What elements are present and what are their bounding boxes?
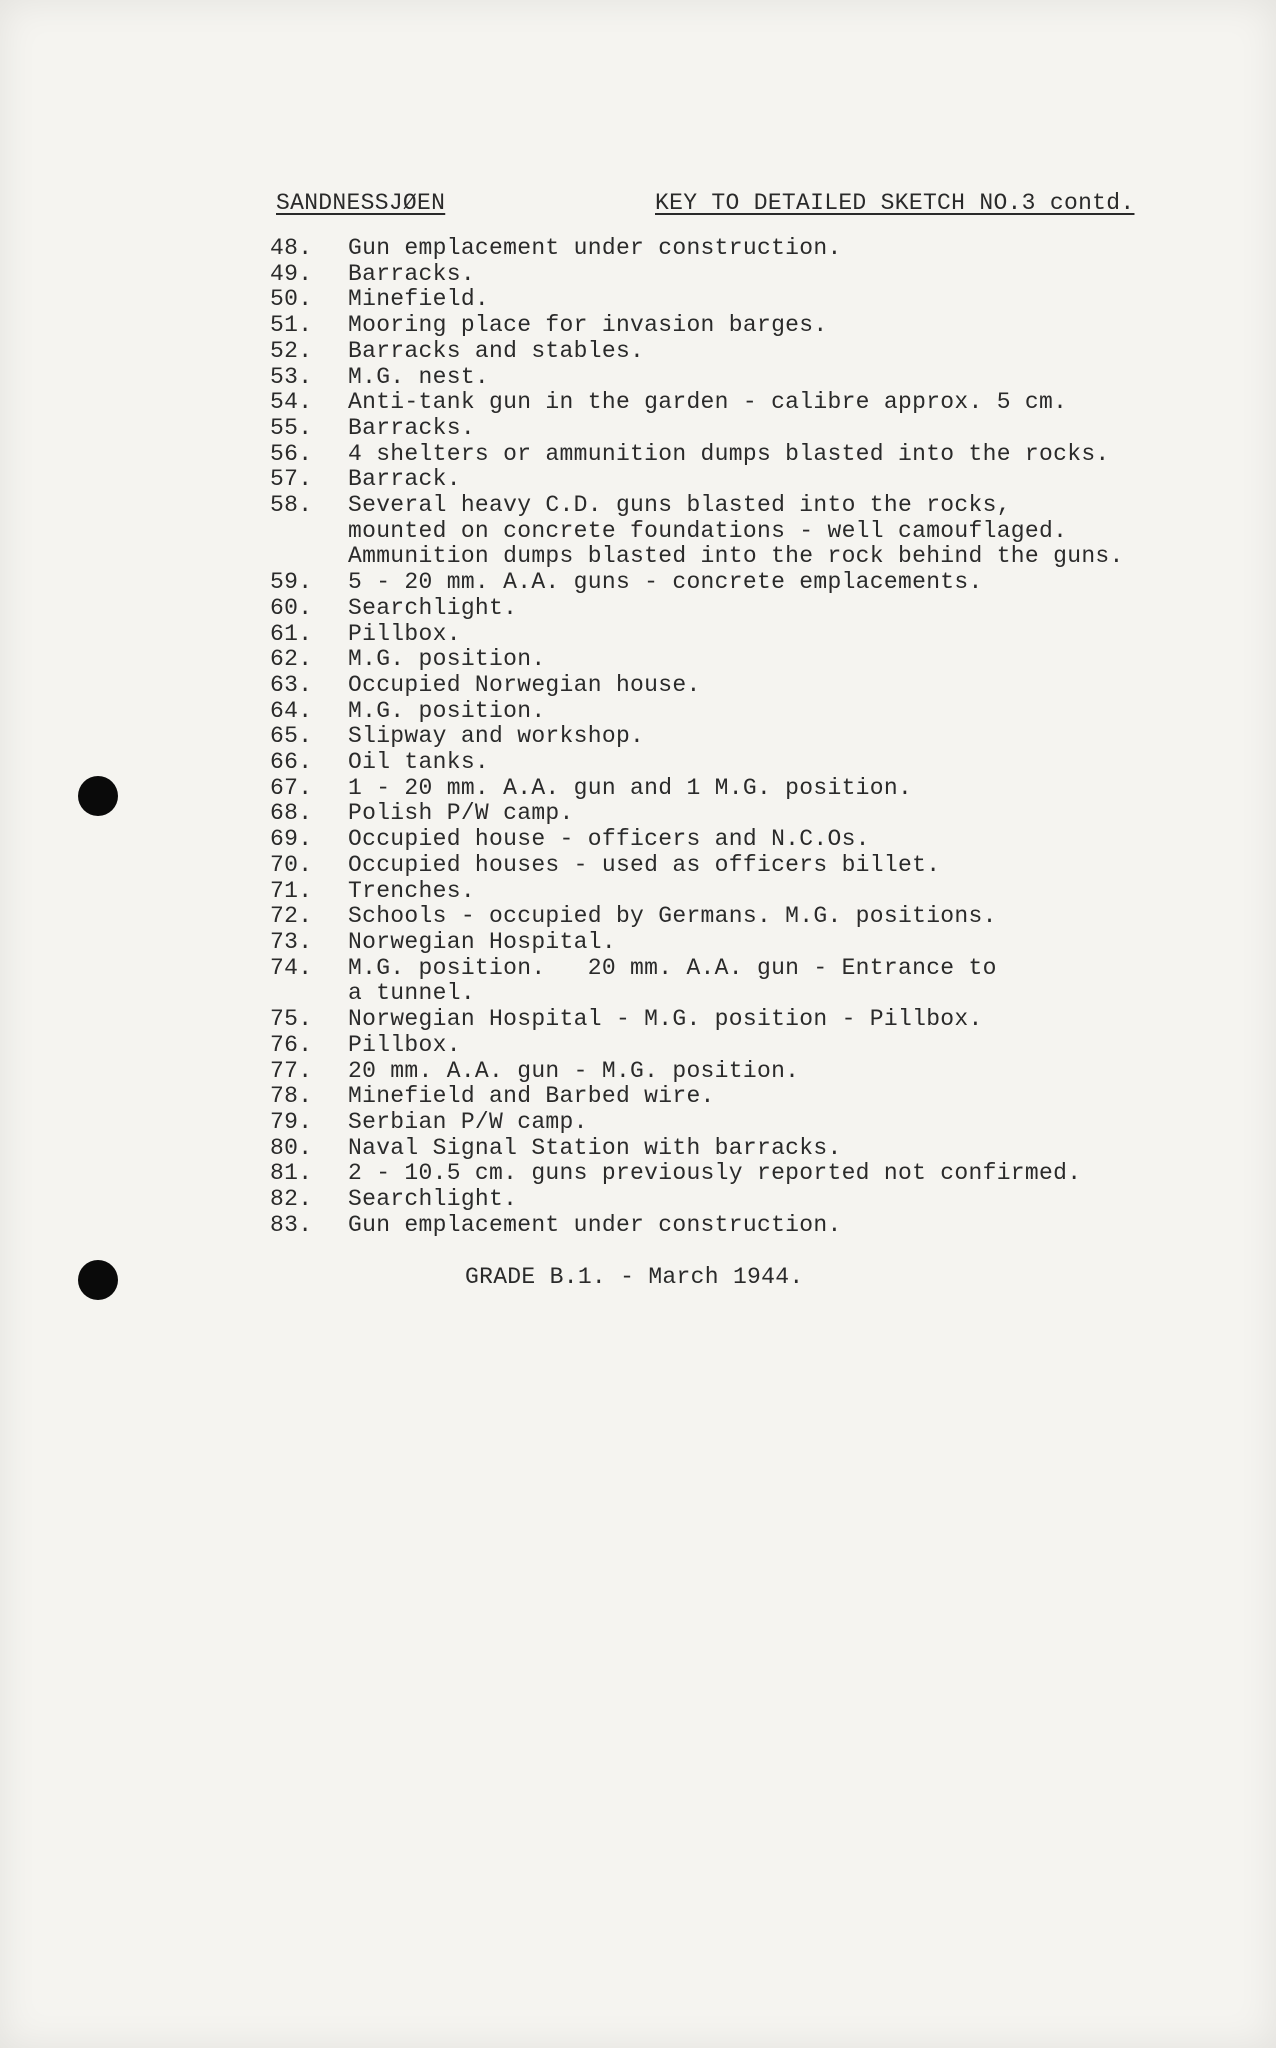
key-entry [270,853,1200,879]
entry-text: Norwegian Hospital. [348,928,616,955]
document-title: KEY TO DETAILED SKETCH NO.3 contd. [655,190,1135,216]
entry-text: Pillbox. [348,620,461,647]
entry-text: Norwegian Hospital - M.G. position - Pillbox. [348,1006,983,1033]
entry-text: Oil tanks. [348,749,490,776]
entry-number: 67. [270,774,313,801]
entry-text: Gun emplacement under construction. [348,235,842,261]
entry-number: 60. [270,594,313,621]
entry-text: Schools - occupied by Germans. M.G. positions. [348,903,997,930]
entry-text: a tunnel. [348,980,475,1007]
entry-text: Searchlight. [348,1186,518,1213]
key-entry [270,390,1200,416]
entry-number: 54. [270,389,313,416]
key-entry [270,1187,1200,1213]
entry-number: 78. [270,1083,313,1110]
key-entry [270,287,1200,313]
entry-text: Polish P/W camp. [348,800,574,827]
key-entry [270,339,1200,365]
entry-number: 81. [270,1160,313,1187]
key-entry [270,544,1200,570]
entry-number: 52. [270,337,313,364]
entry-text: Barrack. [348,466,461,493]
entry-number: 68. [270,800,313,827]
entry-text: 1 - 20 mm. A.A. gun and 1 M.G. position. [348,774,913,801]
entry-number: 61. [270,620,313,647]
key-entry [270,827,1200,853]
key-entry [270,1213,1200,1239]
key-entry [270,750,1200,776]
entry-text: Searchlight. [348,594,518,621]
key-entry [270,1110,1200,1136]
key-entry [270,930,1200,956]
key-entry [270,1007,1200,1033]
entry-number: 53. [270,363,313,390]
entry-number: 70. [270,851,313,878]
entry-number: 64. [270,697,313,724]
entry-number: 71. [270,877,313,904]
key-entry [270,1059,1200,1085]
key-entry [270,724,1200,750]
entry-text: Gun emplacement under construction. [348,1211,842,1238]
entry-number: 55. [270,414,313,441]
key-entry [270,416,1200,442]
document-header [270,190,1200,230]
key-entry [270,596,1200,622]
entry-text: Mooring place for invasion barges. [348,312,828,339]
key-entry [270,981,1200,1007]
key-entry [270,1033,1200,1059]
entry-text: 4 shelters or ammunition dumps blasted into the rocks. [348,440,1110,467]
entry-number [270,544,348,570]
entry-text: Naval Signal Station with barracks. [348,1134,842,1161]
entry-number: 63. [270,671,313,698]
key-list [270,236,1200,1238]
entry-text: 20 mm. A.A. gun - M.G. position. [348,1057,800,1084]
entry-text: M.G. position. [348,646,546,673]
entry-number: 82. [270,1186,313,1213]
key-entry [270,1136,1200,1162]
key-entry [270,647,1200,673]
entry-text: Barracks. [348,414,475,441]
entry-number: 56. [270,440,313,467]
key-entry [270,570,1200,596]
entry-number [270,519,348,545]
entry-number [270,981,348,1007]
entry-number: 69. [270,826,313,853]
key-entry [270,493,1200,519]
entry-number: 66. [270,749,313,776]
entry-number: 72. [270,903,313,930]
entry-text: Slipway and workshop. [348,723,645,750]
key-entry [270,365,1200,391]
key-entry [270,776,1200,802]
entry-text: Anti-tank gun in the garden - calibre approx. 5 cm. [348,389,1068,416]
document-body [270,190,1200,1290]
entry-text: Occupied houses - used as officers billet. [348,851,941,878]
entry-text: Barracks and stables. [348,337,645,364]
entry-number: 80. [270,1134,313,1161]
entry-number: 58. [270,492,313,519]
entry-text: M.G. position. [348,697,546,724]
entry-text: M.G. position. 20 mm. A.A. gun - Entrance to [348,954,997,981]
entry-number: 83. [270,1211,313,1238]
entry-text: Ammunition dumps blasted into the rock behind the guns. [348,543,1124,570]
entry-text: Trenches. [348,877,475,904]
key-entry [270,879,1200,905]
entry-number: 79. [270,1108,313,1135]
entry-number: 57. [270,466,313,493]
entry-text: Minefield and Barbed wire. [348,1083,715,1110]
key-entry [270,1161,1200,1187]
key-entry [270,904,1200,930]
key-entry [270,519,1200,545]
entry-number: 62. [270,646,313,673]
key-entry [270,442,1200,468]
entry-text: mounted on concrete foundations - well camouflaged. [348,517,1068,544]
entry-text: Several heavy C.D. guns blasted into the rocks, [348,492,1011,519]
entry-number: 49. [270,260,313,287]
entry-number: 48. [270,235,313,261]
key-entry [270,467,1200,493]
entry-text: Pillbox. [348,1031,461,1058]
key-entry [270,262,1200,288]
entry-number: 76. [270,1031,313,1058]
entry-number: 74. [270,954,313,981]
entry-text: Occupied Norwegian house. [348,671,701,698]
key-entry [270,622,1200,648]
entry-number: 73. [270,928,313,955]
key-entry [270,956,1200,982]
entry-number: 77. [270,1057,313,1084]
key-entry [270,699,1200,725]
entry-number: 51. [270,312,313,339]
punch-hole-bottom [78,1260,118,1300]
place-name: SANDNESSJØEN [276,190,446,216]
key-entry [270,236,1200,262]
key-entry [270,1084,1200,1110]
entry-number: 65. [270,723,313,750]
entry-text: Barracks. [348,260,475,287]
key-entry [270,313,1200,339]
key-entry [270,673,1200,699]
entry-text: Occupied house - officers and N.C.Os. [348,826,870,853]
entry-number: 59. [270,569,313,596]
grade-line: GRADE B.1. - March 1944. [465,1264,804,1291]
punch-hole-top [78,776,118,816]
entry-text: 2 - 10.5 cm. guns previously reported not confirmed. [348,1160,1082,1187]
entry-text: 5 - 20 mm. A.A. guns - concrete emplacements. [348,569,983,596]
entry-number: 75. [270,1006,313,1033]
key-entry [270,801,1200,827]
entry-text: Minefield. [348,286,490,313]
entry-text: Serbian P/W camp. [348,1108,588,1135]
entry-number: 50. [270,286,313,313]
entry-text: M.G. nest. [348,363,490,390]
